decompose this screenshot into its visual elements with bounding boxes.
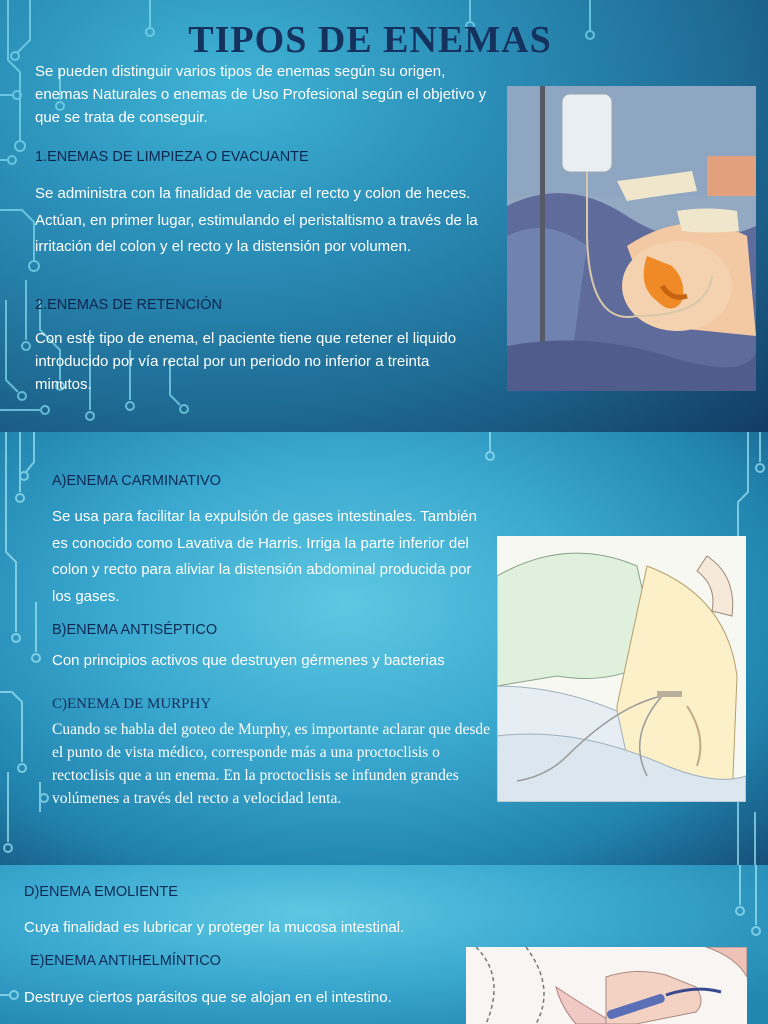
heading-murphy: C)ENEMA DE MURPHY	[52, 696, 212, 712]
paragraph-murphy: Cuando se habla del goteo de Murphy, es importante aclarar que desde el punto de vista médico, corresponde más a una proctoclisis o rectoclisis que a un enema. En la proctoclisis se infunden grandes volúmenes a través del recto a velocidad lenta.	[52, 721, 491, 807]
heading-limpieza: 1.ENEMAS DE LIMPIEZA O EVACUANTE	[35, 149, 309, 165]
enema-illustration-2	[497, 536, 746, 802]
heading-carminativo: A)ENEMA CARMINATIVO	[52, 473, 221, 489]
heading-retencion: 2.ENEMAS DE RETENCIÓN	[35, 297, 222, 313]
page-title: TIPOS DE ENEMAS	[188, 19, 552, 61]
paragraph-retencion: Con este tipo de enema, el paciente tiene que retener el liquido introducido por vía rectal por un periodo no inferior a treinta minutos.	[35, 330, 457, 393]
heading-emoliente: D)ENEMA EMOLIENTE	[24, 884, 178, 900]
paragraph-antihelmintico: Destruye ciertos parásitos que se alojan en el intestino.	[24, 989, 392, 1006]
heading-antihelmintico: E)ENEMA ANTIHELMÍNTICO	[30, 953, 221, 969]
intro-paragraph: Se pueden distinguir varios tipos de enemas según su origen, enemas Naturales o enemas de Uso Profesional según el objetivo y que se trata de conseguir.	[35, 63, 487, 126]
slide-enema-types-d-e	[0, 865, 768, 1024]
paragraph-antiseptico: Con principios activos que destruyen gérmenes y bacterias	[52, 652, 445, 669]
enema-illustration-3	[466, 947, 747, 1024]
enema-illustration-1	[507, 86, 756, 391]
paragraph-emoliente: Cuya finalidad es lubricar y proteger la mucosa intestinal.	[24, 919, 405, 936]
slide-enema-types-a-c	[0, 432, 768, 865]
heading-antiseptico: B)ENEMA ANTISÉPTICO	[52, 622, 218, 638]
paragraph-limpieza: Se administra con la finalidad de vaciar el recto y colon de heces. Actúan, en primer lugar, estimulando el peristaltismo a través de la irritación del colon y el recto y la distensión por volumen.	[35, 185, 478, 255]
paragraph-carminativo: Se usa para facilitar la expulsión de gases intestinales. También es conocido como Lavativa de Harris. Irriga la parte inferior del colon y recto para aliviar la distensión abdominal producida por los gases.	[52, 508, 477, 605]
slide-tipos-de-enemas	[0, 0, 768, 432]
